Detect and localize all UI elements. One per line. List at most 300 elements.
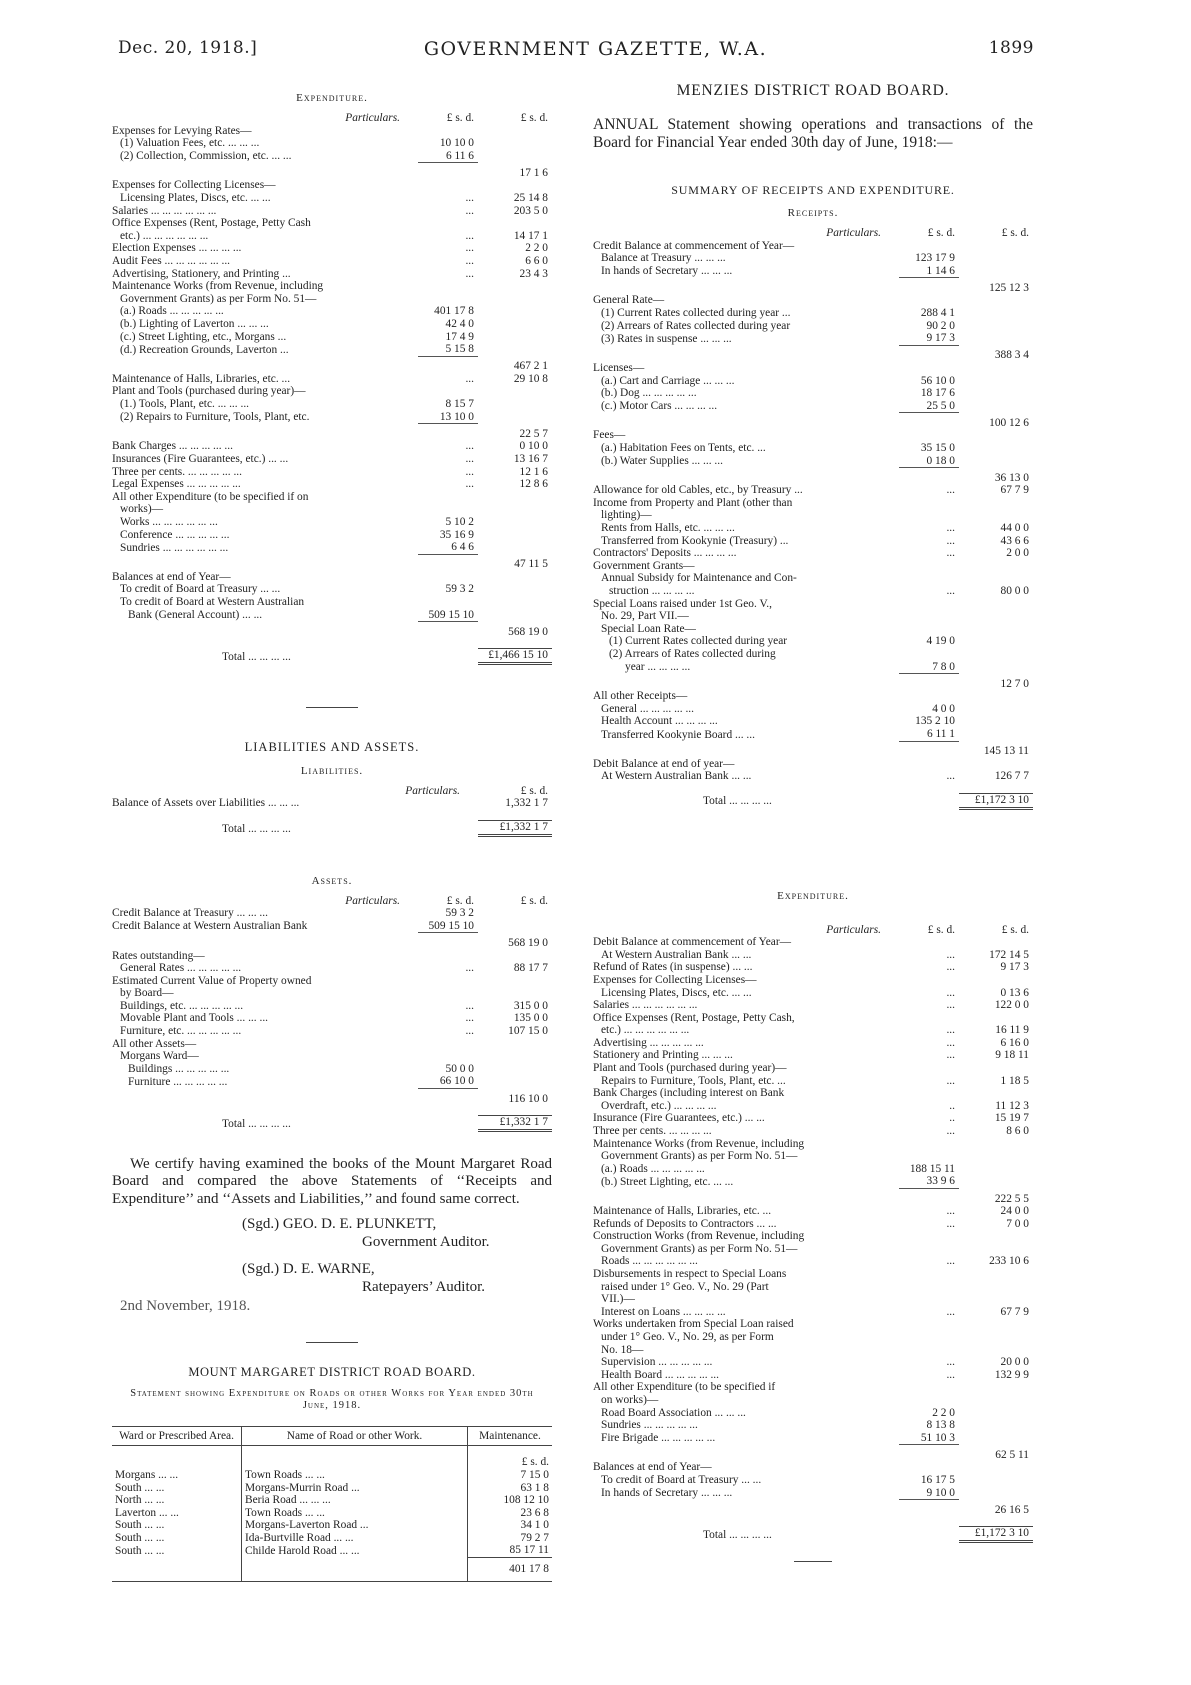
row-total: 0 10 0 bbox=[519, 440, 548, 453]
row-total bbox=[478, 609, 552, 622]
works-table bbox=[112, 1426, 552, 1582]
row-label: Health Account ... ... ... ... bbox=[601, 715, 718, 728]
row-label: Advertising, Stationery, and Printing ... bbox=[112, 267, 291, 280]
row-amount bbox=[899, 1012, 959, 1025]
row-total bbox=[959, 1175, 1033, 1188]
row-label: Furniture ... ... ... ... ... bbox=[128, 1075, 228, 1088]
row-amount: 7 8 0 bbox=[899, 661, 959, 674]
row-total bbox=[959, 661, 1033, 674]
account-row bbox=[593, 1407, 1033, 1420]
account-row bbox=[593, 1087, 1033, 1100]
row-amount bbox=[418, 571, 478, 584]
works-row bbox=[112, 1532, 552, 1545]
row-total: 11 12 3 bbox=[995, 1099, 1029, 1112]
particulars-header: Particulars. bbox=[826, 227, 881, 239]
row-total bbox=[959, 240, 1033, 253]
row-total: 100 12 6 bbox=[989, 416, 1029, 429]
row-total bbox=[959, 1150, 1033, 1163]
row-amount: ... bbox=[465, 255, 474, 268]
row-amount bbox=[899, 240, 959, 253]
row-label: Conference ... ... ... ... ... bbox=[120, 528, 230, 541]
row-amount bbox=[899, 1243, 959, 1256]
row-amount: 5 15 8 bbox=[418, 343, 478, 356]
account-row bbox=[112, 920, 552, 933]
row-amount bbox=[418, 280, 478, 293]
row-total bbox=[959, 1138, 1033, 1151]
account-row bbox=[112, 411, 552, 424]
row-amount bbox=[418, 179, 478, 192]
row-amount: 42 4 0 bbox=[445, 318, 474, 330]
row-amount bbox=[418, 293, 478, 306]
certification-text: We certify having examined the books of the Mount Margaret Road Board and compared the above Statements of ‘‘Receipts and Expenditure’’ and ‘‘Assets and Liabilities,’’ and found same correct. bbox=[112, 1155, 552, 1207]
total-header: £ s. d. bbox=[520, 894, 548, 907]
row-label: Works ... ... ... ... ... ... bbox=[120, 515, 218, 528]
row-label: Maintenance Works (from Revenue, including bbox=[112, 280, 324, 293]
account-row bbox=[593, 1461, 1033, 1474]
spacer bbox=[593, 1516, 1033, 1527]
row-label: Special Loan Rate— bbox=[601, 622, 696, 635]
account-row bbox=[112, 343, 552, 356]
row-label: Transferred Kookynie Board ... ... bbox=[601, 728, 755, 741]
row-label: (b.) Lighting of Laverton ... ... ... bbox=[120, 318, 269, 330]
row-label: Election Expenses ... ... ... ... bbox=[112, 242, 242, 255]
row-total bbox=[959, 1243, 1033, 1256]
row-total bbox=[959, 648, 1033, 661]
account-row bbox=[593, 1049, 1033, 1062]
works-header-ward: Ward or Prescribed Area. bbox=[112, 1426, 242, 1446]
account-row bbox=[112, 516, 552, 529]
row-total: 116 10 0 bbox=[508, 1092, 548, 1105]
account-row bbox=[593, 1112, 1033, 1125]
row-amount bbox=[899, 1150, 959, 1163]
divider bbox=[306, 1342, 358, 1343]
row-total bbox=[959, 252, 1033, 265]
row-amount bbox=[418, 356, 478, 373]
row-label bbox=[593, 674, 899, 691]
account-row bbox=[593, 278, 1033, 295]
row-label: by Board— bbox=[120, 987, 174, 1000]
account-row bbox=[593, 715, 1033, 728]
row-label: Licensing Plates, Discs, etc. ... ... bbox=[601, 986, 752, 999]
row-label: Works undertaken from Special Loan raised bbox=[593, 1318, 794, 1331]
row-label: Plant and Tools (purchased during year)— bbox=[593, 1062, 787, 1075]
row-amount: ... bbox=[946, 770, 955, 783]
row-amount: ... bbox=[946, 1074, 955, 1087]
account-row bbox=[112, 541, 552, 554]
row-label: Repairs to Furniture, Tools, Plant, etc. ... bbox=[601, 1074, 786, 1087]
account-row bbox=[112, 385, 552, 398]
account-row bbox=[593, 1037, 1033, 1050]
menzies-title: MENZIES DISTRICT ROAD BOARD. bbox=[676, 82, 950, 99]
row-amount: 25 5 0 bbox=[899, 400, 959, 413]
row-label: Insurance (Fire Guarantees, etc.) ... ... bbox=[593, 1112, 765, 1125]
row-total bbox=[959, 1474, 1033, 1487]
row-label: Fees— bbox=[593, 429, 626, 442]
row-total: 568 19 0 bbox=[508, 625, 548, 638]
account-row bbox=[112, 987, 552, 1000]
row-amount: ... bbox=[465, 372, 474, 385]
mount-margaret-title: MOUNT MARGARET DISTRICT ROAD BOARD. bbox=[188, 1364, 476, 1379]
row-label: Sundries ... ... ... ... ... ... bbox=[120, 541, 229, 554]
row-amount: 33 9 6 bbox=[899, 1175, 959, 1188]
amount-header: £ s. d. bbox=[927, 227, 955, 239]
row-total bbox=[959, 362, 1033, 375]
row-amount: ... bbox=[946, 522, 955, 535]
works-row bbox=[112, 1519, 552, 1532]
account-row bbox=[593, 635, 1033, 648]
account-row bbox=[112, 596, 552, 609]
account-row bbox=[112, 125, 552, 138]
account-row bbox=[112, 583, 552, 596]
page-date: Dec. 20, 1918.] bbox=[118, 38, 258, 58]
account-row bbox=[593, 468, 1033, 485]
row-label: Road Board Association ... ... ... bbox=[601, 1406, 746, 1419]
row-total bbox=[959, 1407, 1033, 1420]
row-amount: 6 11 1 bbox=[899, 728, 959, 741]
row-amount bbox=[899, 1500, 959, 1517]
account-row bbox=[593, 1205, 1033, 1218]
account-row bbox=[112, 529, 552, 542]
row-amount bbox=[899, 572, 959, 585]
account-row bbox=[593, 1306, 1033, 1319]
row-label: Movable Plant and Tools ... ... ... bbox=[120, 1012, 269, 1025]
works-row bbox=[112, 1544, 552, 1557]
particulars-header: Particulars. bbox=[405, 784, 460, 797]
account-row bbox=[593, 1255, 1033, 1268]
row-label bbox=[112, 554, 418, 571]
row-label: In hands of Secretary ... ... ... bbox=[601, 1487, 733, 1500]
row-total bbox=[959, 442, 1033, 455]
row-amount bbox=[899, 278, 959, 295]
row-total: 23 4 3 bbox=[519, 267, 548, 280]
row-amount: ... bbox=[946, 961, 955, 974]
row-total bbox=[478, 411, 552, 424]
row-amount: .. bbox=[949, 1112, 955, 1125]
row-total: 568 19 0 bbox=[508, 936, 548, 949]
account-row bbox=[593, 320, 1033, 333]
total-row bbox=[112, 649, 552, 664]
account-row bbox=[593, 442, 1033, 455]
row-label: Allowance for old Cables, etc., by Treasury ... bbox=[593, 484, 803, 497]
road-cell: Morgans-Laverton Road ... bbox=[242, 1519, 468, 1532]
works-row bbox=[112, 1469, 552, 1482]
row-total: 122 0 0 bbox=[994, 999, 1029, 1012]
row-total: 44 0 0 bbox=[1000, 522, 1029, 535]
row-label: No. 29, Part VII.— bbox=[601, 610, 689, 623]
divider bbox=[794, 1561, 832, 1562]
row-amount: ... bbox=[465, 242, 474, 255]
row-amount bbox=[899, 468, 959, 485]
row-amount: ... bbox=[465, 192, 474, 205]
account-row bbox=[112, 137, 552, 150]
account-row bbox=[593, 307, 1033, 320]
row-label: (c.) Motor Cars ... ... ... ... bbox=[601, 400, 718, 413]
row-total: 6 6 0 bbox=[525, 255, 548, 268]
blank bbox=[112, 1558, 242, 1582]
row-amount: 6 11 6 bbox=[418, 150, 478, 163]
row-amount bbox=[899, 1062, 959, 1075]
account-row bbox=[593, 1218, 1033, 1231]
row-total: 47 11 5 bbox=[514, 558, 548, 571]
row-amount: 509 15 10 bbox=[418, 920, 478, 933]
row-label: Three per cents. ... ... ... ... bbox=[593, 1125, 712, 1138]
row-total: 222 5 5 bbox=[994, 1192, 1029, 1205]
row-label: Government Grants) as per Form No. 51— bbox=[120, 292, 317, 305]
maintenance-cell: 34 1 0 bbox=[468, 1519, 553, 1532]
row-total bbox=[959, 455, 1033, 468]
account-row bbox=[593, 345, 1033, 362]
works-row bbox=[112, 1482, 552, 1495]
row-amount: 9 17 3 bbox=[899, 332, 959, 345]
row-amount: 90 2 0 bbox=[926, 319, 955, 332]
row-label: Refunds of Deposits to Contractors ... ... bbox=[593, 1217, 777, 1230]
row-label: (2) Arrears of Rates collected during bbox=[609, 648, 776, 660]
account-row bbox=[593, 455, 1033, 468]
amount-header: £ s. d. bbox=[446, 894, 474, 907]
account-row bbox=[112, 466, 552, 479]
row-total bbox=[959, 1344, 1033, 1357]
row-amount bbox=[899, 674, 959, 691]
spacer-row bbox=[593, 783, 1033, 794]
row-label: (3) Rates in suspense ... ... ... bbox=[601, 332, 732, 345]
account-row bbox=[593, 974, 1033, 987]
row-label: Licenses— bbox=[593, 361, 645, 374]
row-label: Balance of Assets over Liabilities ... ... ... bbox=[112, 797, 300, 810]
row-label: To credit of Board at Western Australian bbox=[120, 595, 305, 608]
row-amount: 51 10 3 bbox=[899, 1432, 959, 1445]
row-label: (a.) Roads ... ... ... ... ... bbox=[120, 305, 224, 318]
blank bbox=[242, 1446, 468, 1469]
row-total bbox=[959, 497, 1033, 510]
account-row bbox=[112, 975, 552, 988]
unit-label: £ s. d. bbox=[468, 1446, 553, 1469]
row-amount: ... bbox=[465, 452, 474, 465]
account-row bbox=[593, 648, 1033, 661]
account-row bbox=[112, 1012, 552, 1025]
total-label: Total ... ... ... ... bbox=[222, 822, 291, 835]
account-row bbox=[593, 770, 1033, 783]
row-total: 8 6 0 bbox=[1006, 1125, 1029, 1138]
account-row bbox=[112, 331, 552, 344]
total-value: £1,466 15 10 bbox=[478, 649, 552, 664]
account-row bbox=[593, 1163, 1033, 1176]
row-amount: 4 0 0 bbox=[932, 702, 955, 715]
assets-table bbox=[112, 895, 552, 1132]
account-row bbox=[593, 413, 1033, 430]
row-total: 12 7 0 bbox=[1000, 677, 1029, 690]
row-amount bbox=[418, 424, 478, 441]
row-label: Morgans Ward— bbox=[120, 1050, 199, 1063]
row-total bbox=[959, 1487, 1033, 1500]
row-label: Fire Brigade ... ... ... ... ... bbox=[601, 1432, 716, 1445]
row-amount: ... bbox=[465, 478, 474, 491]
row-label: Plant and Tools (purchased during year)— bbox=[112, 385, 306, 398]
ward-cell: North ... ... bbox=[115, 1494, 165, 1507]
total-label: Total ... ... ... ... bbox=[703, 1528, 772, 1541]
account-row bbox=[593, 252, 1033, 265]
total-label: Total ... ... ... ... bbox=[222, 650, 291, 663]
row-amount: ... bbox=[946, 1125, 955, 1138]
row-amount: 401 17 8 bbox=[434, 305, 474, 318]
blank bbox=[418, 1116, 478, 1131]
row-total bbox=[478, 305, 552, 318]
row-total bbox=[959, 1230, 1033, 1243]
row-amount bbox=[899, 1344, 959, 1357]
row-total bbox=[959, 1293, 1033, 1306]
row-total: 88 17 7 bbox=[513, 962, 548, 975]
row-label: Construction Works (from Revenue, including bbox=[593, 1230, 805, 1243]
account-row bbox=[593, 610, 1033, 623]
row-total bbox=[478, 125, 552, 138]
row-total bbox=[959, 635, 1033, 648]
header-row bbox=[112, 895, 552, 908]
spacer bbox=[593, 783, 1033, 794]
account-row bbox=[112, 478, 552, 491]
row-label: Maintenance of Halls, Libraries, etc. ... bbox=[593, 1205, 772, 1218]
row-amount bbox=[899, 1381, 959, 1394]
row-label: Government Grants— bbox=[593, 559, 695, 572]
row-amount bbox=[418, 987, 478, 1000]
row-amount bbox=[418, 554, 478, 571]
account-row bbox=[593, 1062, 1033, 1075]
account-row bbox=[593, 1268, 1033, 1281]
row-amount: ... bbox=[465, 465, 474, 478]
row-amount: 18 17 6 bbox=[920, 387, 955, 400]
row-amount: ... bbox=[946, 1205, 955, 1218]
row-label: In hands of Secretary ... ... ... bbox=[601, 265, 733, 278]
row-total bbox=[959, 429, 1033, 442]
row-total: 145 13 11 bbox=[983, 745, 1029, 758]
particulars-header: Particulars. bbox=[345, 894, 400, 907]
account-row bbox=[593, 1100, 1033, 1113]
row-amount: 59 3 2 bbox=[445, 583, 474, 596]
liabilities-title: Liabilities. bbox=[300, 764, 364, 777]
account-row bbox=[112, 179, 552, 192]
row-amount: ... bbox=[465, 229, 474, 242]
account-row bbox=[112, 230, 552, 243]
account-row bbox=[593, 987, 1033, 1000]
account-row bbox=[593, 1344, 1033, 1357]
row-total bbox=[478, 491, 552, 504]
total-row bbox=[112, 1116, 552, 1131]
row-total bbox=[478, 950, 552, 963]
row-total: 15 19 7 bbox=[994, 1112, 1029, 1125]
row-label: Special Loans raised under 1st Geo. V., bbox=[593, 597, 772, 610]
row-label: No. 18— bbox=[601, 1343, 644, 1356]
row-total bbox=[959, 936, 1033, 949]
row-amount: ... bbox=[946, 1255, 955, 1268]
row-label bbox=[593, 1500, 899, 1517]
row-amount: 35 15 0 bbox=[920, 442, 955, 454]
row-amount bbox=[899, 1394, 959, 1407]
total-header: £ s. d. bbox=[1001, 227, 1029, 239]
row-label: Three per cents. ... ... ... ... ... bbox=[112, 465, 243, 478]
row-total: 80 0 0 bbox=[1000, 585, 1029, 598]
account-row bbox=[593, 1419, 1033, 1432]
spacer bbox=[112, 1105, 552, 1116]
row-amount bbox=[899, 741, 959, 758]
row-total bbox=[959, 572, 1033, 585]
account-row bbox=[593, 1381, 1033, 1394]
row-label: Contractors' Deposits ... ... ... ... bbox=[593, 547, 737, 560]
row-label bbox=[112, 1089, 418, 1106]
row-amount bbox=[418, 1038, 478, 1051]
divider bbox=[306, 707, 358, 708]
road-cell: Town Roads ... ... bbox=[242, 1469, 468, 1482]
row-amount: 35 16 9 bbox=[439, 528, 474, 541]
total-value: £1,332 1 7 bbox=[478, 1116, 552, 1131]
row-total: 315 0 0 bbox=[513, 999, 548, 1012]
row-amount bbox=[418, 491, 478, 504]
row-amount: 59 3 2 bbox=[445, 907, 474, 920]
row-amount bbox=[899, 1318, 959, 1331]
page-number: 1899 bbox=[988, 38, 1034, 58]
menzies-intro: ANNUAL Statement showing operations and transactions of the Board for Financial Year ended 30th day of June, 1918:— bbox=[593, 116, 1033, 151]
account-row bbox=[593, 936, 1033, 949]
amount-header: £ s. d. bbox=[446, 112, 474, 124]
row-total: 203 5 0 bbox=[513, 204, 548, 217]
row-total bbox=[478, 331, 552, 344]
row-amount bbox=[899, 1138, 959, 1151]
row-total bbox=[478, 596, 552, 609]
row-total: 1,332 1 7 bbox=[505, 797, 548, 810]
row-amount: ... bbox=[946, 1368, 955, 1381]
account-row bbox=[112, 1038, 552, 1051]
row-label: Government Grants) as per Form No. 51— bbox=[601, 1242, 798, 1255]
account-row bbox=[593, 1500, 1033, 1517]
row-label: At Western Australian Bank ... ... bbox=[601, 948, 752, 961]
maintenance-cell: 23 6 8 bbox=[468, 1507, 553, 1520]
row-total bbox=[478, 318, 552, 331]
left-column bbox=[112, 92, 552, 1582]
row-amount: ... bbox=[946, 585, 955, 598]
row-label: (1) Current Rates collected during year bbox=[609, 635, 788, 648]
row-amount: ... bbox=[946, 1036, 955, 1049]
row-total: 9 18 11 bbox=[995, 1049, 1029, 1062]
row-label: (1.) Tools, Plant, etc. ... ... ... bbox=[120, 398, 250, 411]
account-row bbox=[593, 509, 1033, 522]
row-total bbox=[478, 1038, 552, 1051]
maintenance-cell: 7 15 0 bbox=[468, 1469, 553, 1482]
works-row bbox=[112, 1507, 552, 1520]
account-row bbox=[112, 268, 552, 281]
account-row bbox=[112, 163, 552, 180]
row-label: Rents from Halls, etc. ... ... ... bbox=[601, 522, 735, 535]
row-total bbox=[478, 516, 552, 529]
row-total bbox=[478, 920, 552, 933]
row-amount: ... bbox=[946, 547, 955, 560]
row-label: (2) Arrears of Rates collected during year bbox=[601, 319, 791, 332]
header-row bbox=[112, 112, 552, 125]
row-total bbox=[478, 987, 552, 1000]
row-total bbox=[478, 280, 552, 293]
row-label: All other Expenditure (to be specified if on bbox=[112, 490, 309, 503]
row-amount bbox=[418, 1089, 478, 1106]
row-label: All other Assets— bbox=[112, 1037, 197, 1050]
account-row bbox=[112, 280, 552, 293]
row-label: (b.) Water Supplies ... ... ... bbox=[601, 455, 723, 468]
row-total bbox=[959, 1163, 1033, 1176]
row-label: Buildings, etc. ... ... ... ... ... bbox=[120, 999, 244, 1012]
row-amount: ... bbox=[465, 204, 474, 217]
ward-cell: Laverton ... ... bbox=[115, 1506, 179, 1519]
row-amount: ... bbox=[946, 484, 955, 497]
unit-row bbox=[112, 1446, 552, 1469]
row-amount bbox=[899, 1189, 959, 1206]
road-cell: Morgans-Murrin Road ... bbox=[242, 1482, 468, 1495]
road-cell: Childe Harold Road ... ... bbox=[242, 1544, 468, 1557]
row-total: 17 1 6 bbox=[519, 166, 548, 179]
